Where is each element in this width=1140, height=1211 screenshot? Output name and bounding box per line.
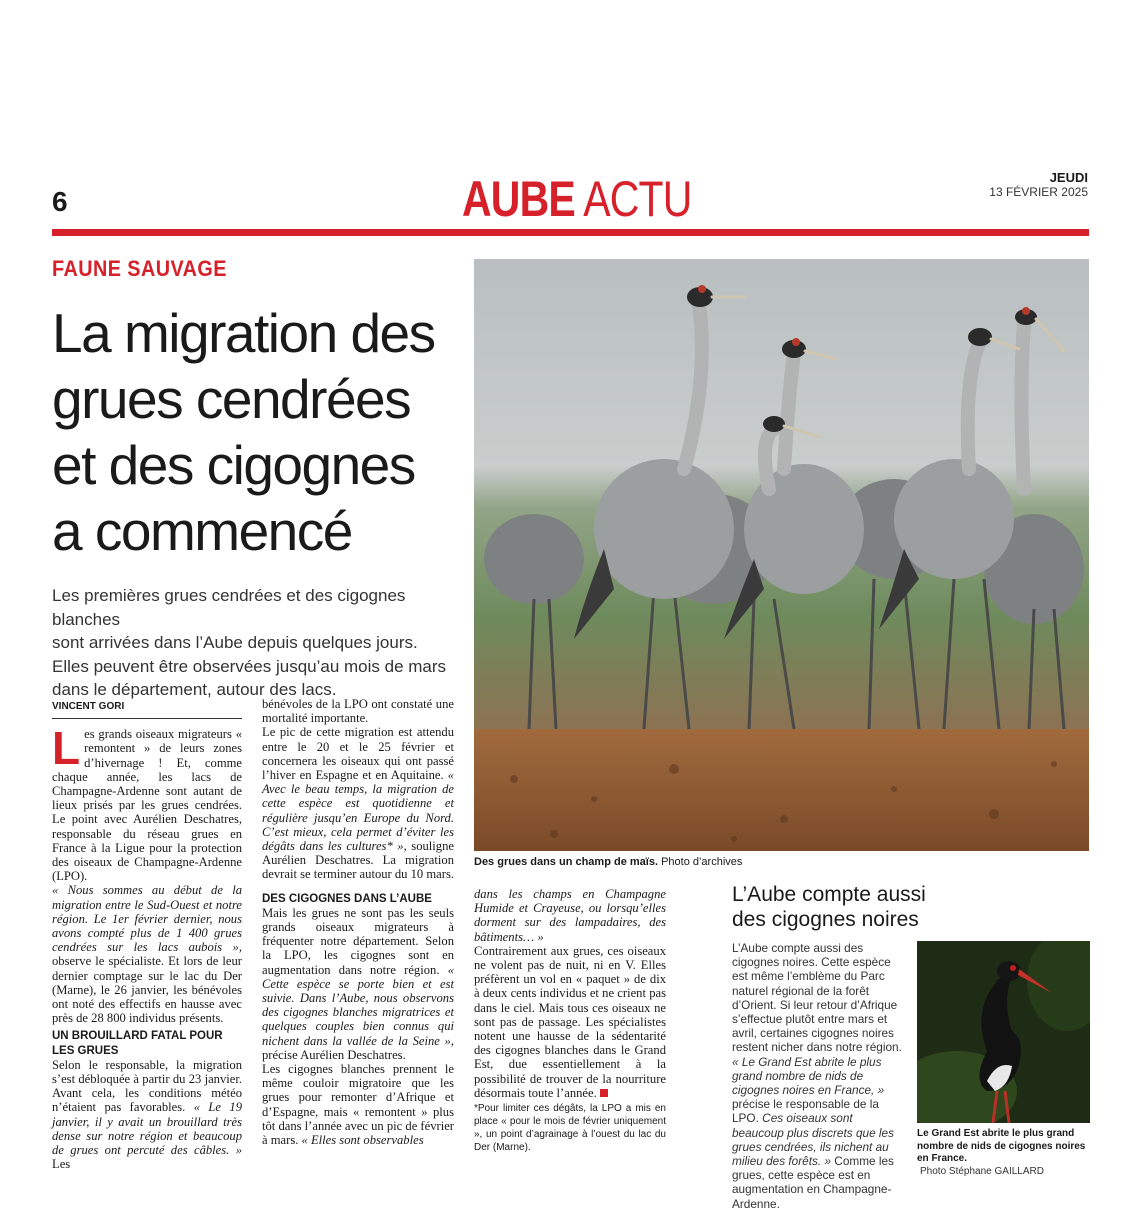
paragraph: Contrairement aux grues, ces oiseaux ne volent pas de nuit, ni en V. Elles préfèrent un vol en « paquet » de dix à deux cents individus et ne crient pas dans le ciel. Mais tous ces oiseaux ne sont pas de passage. Les spécialistes notent une hausse de la sédentarité des cigognes blanches dans le Grand Est, due essentiellement à la possibilité de trouver de la nourriture désormais toute l’année. bbox=[474, 943, 666, 1100]
box-title-line: des cigognes noires bbox=[732, 908, 919, 931]
chapo-line: Elles peuvent être observées jusqu’au mois de mars bbox=[52, 656, 447, 676]
paragraph: Mais les grues ne sont pas les seuls grands oiseaux migrateurs à fréquenter notre département. Selon la LPO, les cigognes sont en augmentation dans notre région. bbox=[262, 905, 454, 977]
caption-credit: Photo d’archives bbox=[658, 856, 743, 868]
paragraph: Comme les grues, cette espèce est en augmentation en Champagne-Ardenne. bbox=[732, 1154, 894, 1211]
footnote: *Pour limiter ces dégâts, la LPO a mis en place « pour le mois de février uniquement », un point d’agrainage à l’ouest du lac du Der (Marne). bbox=[474, 1103, 666, 1154]
subheading: UN BROUILLARD FATAL POUR LES GRUES bbox=[52, 1030, 223, 1057]
box-text bbox=[732, 941, 906, 1211]
paragraph: Le pic de cette migration est attendu entre le 20 et le 25 février et concernera les oiseaux qui ont passé l’hiver en Espagne et en Aquitaine. bbox=[262, 725, 454, 783]
paragraph: , précise Aurélien Deschatres. bbox=[262, 1033, 454, 1062]
paragraph: Selon le responsable, la migration s’est débloquée à partir du 23 janvier. Avant cela, les conditions météo n’étaient pas favorables. bbox=[52, 1057, 242, 1115]
date-full: 13 FÉVRIER 2025 bbox=[989, 185, 1088, 199]
paragraph: bénévoles de la LPO ont constaté une mortalité importante. bbox=[262, 697, 454, 726]
paragraph: , souligne Aurélien Deschatres. La migration devrait se terminer autour du 10 mars. bbox=[262, 839, 454, 882]
paragraph: Les bbox=[52, 1157, 71, 1172]
quote: dans les champs en Champagne Humide et Crayeuse, ou lorsqu’elles dorment sur des lampadaires, des bâtiments… » bbox=[474, 887, 666, 944]
quote: « Nous sommes au début de la migration entre le Sud-Ouest et notre région. Le 1er février dernier, nous avons compté plus de 1 400 grues cendrées sur les lacs aubois » bbox=[52, 883, 242, 955]
paragraph: Les cigognes blanches prennent le même couloir migratoire que les grues pour remonter d’Afrique et d’Espagne, mais « remontent » plus tôt dans l’année avec un pic de février à mars. bbox=[262, 1062, 454, 1148]
cranes-photo bbox=[474, 259, 1089, 851]
chapo-line: Les premières grues cendrées et des cigognes blanches bbox=[52, 586, 406, 629]
article-kicker: FAUNE SAUVAGE bbox=[52, 256, 227, 281]
paragraph: précise le responsable de la LPO. bbox=[732, 1097, 879, 1126]
article-column-2 bbox=[262, 697, 454, 1147]
article-headline bbox=[52, 300, 472, 564]
cranes-photo-caption bbox=[474, 856, 1089, 868]
section-title-part2: ACTU bbox=[583, 171, 692, 227]
caption-text: Le Grand Est abrite le plus grand nombre de nids de cigognes noires en France. bbox=[917, 1128, 1086, 1164]
black-stork-caption bbox=[917, 1128, 1092, 1178]
quote: Ces oiseaux sont beaucoup plus discrets que les grues cendrées, ils nichent au milieu des forêts. » bbox=[732, 1111, 894, 1169]
date-day: JEUDI bbox=[1049, 170, 1088, 185]
section-title bbox=[462, 170, 692, 228]
headline-line: et des cigognes bbox=[52, 434, 415, 496]
quote: « Avec le beau temps, la migration de cette espèce est quotidienne et régulière jusqu’en Europe du Nord. C’est mieux, cela permet d’éviter les dégâts dans les cultures* » bbox=[262, 768, 454, 854]
headline-line: grues cendrées bbox=[52, 368, 411, 430]
chapo-line: sont arrivées dans l’Aube depuis quelques jours. bbox=[52, 633, 418, 652]
quote: « Le 19 janvier, il y avait un brouillard très dense sur notre région et beaucoup de grues ont percuté des câbles. » bbox=[52, 1100, 242, 1158]
box-title-line: L’Aube compte aussi bbox=[732, 883, 926, 906]
paragraph: L’Aube compte aussi des cigognes noires. Cette espèce est même l’emblème du Parc naturel régional de la forêt d’Orient. Si leur retour d’Afrique s’effectue plutôt entre mars et avril, certaines cigognes noires restent nicher dans notre région. bbox=[732, 941, 902, 1055]
box-title bbox=[732, 882, 1092, 932]
drop-cap: L bbox=[52, 722, 81, 775]
section-title-part1: AUBE bbox=[462, 171, 575, 227]
end-mark bbox=[600, 1089, 608, 1097]
top-rule bbox=[52, 229, 1089, 236]
caption-credit: Photo Stéphane GAILLARD bbox=[920, 1165, 1044, 1177]
byline: VINCENT GORI bbox=[52, 700, 242, 719]
article-chapo bbox=[52, 584, 457, 702]
quote: « Le Grand Est abrite le plus grand nombre de nids de cigognes noires en France, » bbox=[732, 1054, 885, 1098]
paragraph: , observe le spécialiste. Et lors de leur dernier comptage sur le lac du Der (Marne), le 26 janvier, les bénévoles ont noté des effectifs en hausse avec près de 28 800 individus présents. bbox=[52, 940, 242, 1026]
headline-line: a commencé bbox=[52, 500, 352, 562]
article-column-1 bbox=[52, 700, 242, 1172]
black-stork-photo bbox=[917, 941, 1090, 1123]
page-number: 6 bbox=[52, 186, 68, 217]
paragraph: es grands oiseaux migrateurs « remontent » de leurs zones d’hivernage ! Et, comme chaque année, les lacs de Champagne-Ardenne sont autant de lieux prisés par les grues cendrées. Le point avec Aurélien Deschatres, responsable du réseau grues en France à la Ligue pour la protection des oiseaux de Champagne-Ardenne (LPO). bbox=[52, 727, 242, 884]
article-column-3 bbox=[474, 887, 666, 1154]
quote: « Cette espèce se porte bien et est suivie. Dans l’Aube, nous observons des cigognes blanches migratrices et quelques couples bien connus qui nichent dans la vallée de la Seine » bbox=[262, 962, 454, 1048]
headline-line: La migration des bbox=[52, 302, 435, 364]
chapo-line: dans le département, autour des lacs. bbox=[52, 680, 337, 699]
caption-text: Des grues dans un champ de maïs. bbox=[474, 856, 659, 868]
subheading: DES CIGOGNES DANS L’AUBE bbox=[262, 892, 432, 905]
quote: « Elles sont observables bbox=[301, 1133, 424, 1148]
date-block bbox=[989, 170, 1088, 199]
